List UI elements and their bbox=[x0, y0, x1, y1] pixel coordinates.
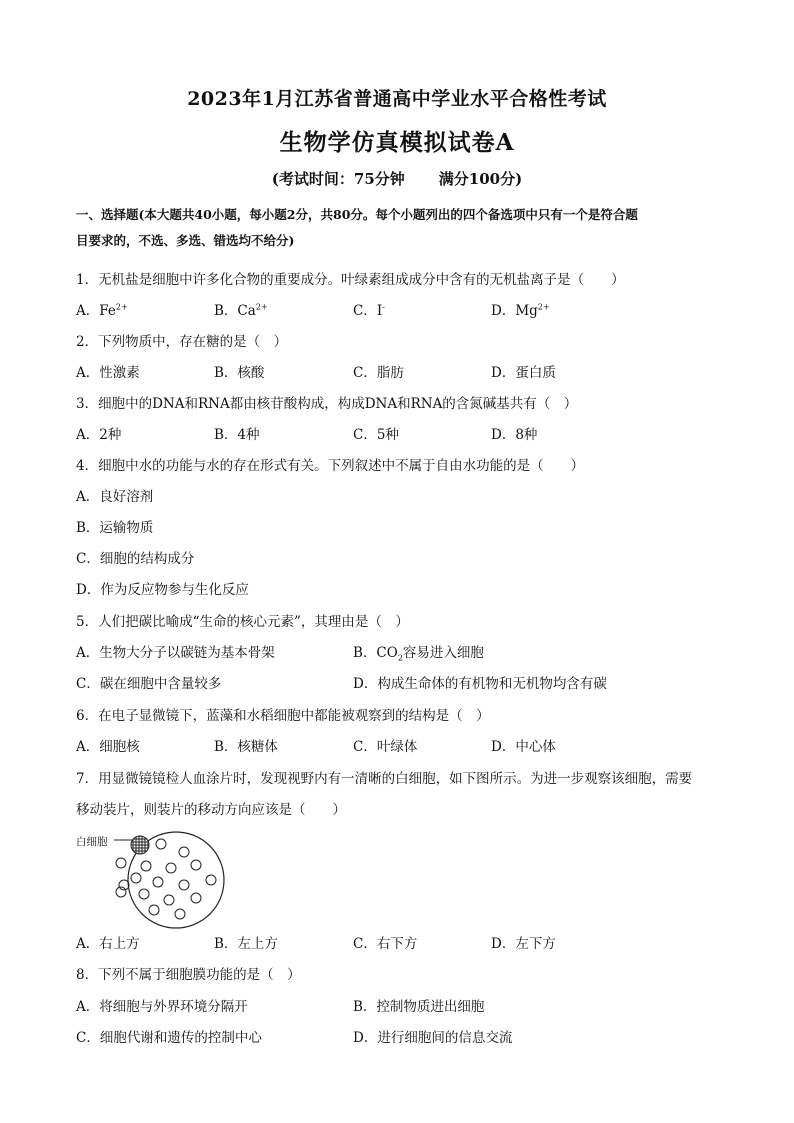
option-letter: C． bbox=[353, 936, 377, 952]
option-superscript: 2+ bbox=[255, 302, 268, 312]
option-subscript: 2 bbox=[397, 653, 403, 663]
question-8-option-a[interactable] bbox=[76, 997, 248, 1017]
question-5-option-d[interactable] bbox=[353, 674, 607, 694]
option-letter: A． bbox=[76, 999, 100, 1015]
question-3-option-c[interactable] bbox=[353, 425, 399, 445]
question-7-option-d[interactable] bbox=[491, 934, 556, 954]
option-letter: B． bbox=[214, 739, 238, 755]
option-letter: C． bbox=[76, 1030, 100, 1046]
option-text: 左上方 bbox=[237, 936, 278, 952]
option-text-rest: 容易进入细胞 bbox=[402, 645, 484, 661]
question-2-option-a[interactable] bbox=[76, 363, 140, 383]
question-2-option-b[interactable] bbox=[214, 363, 264, 383]
option-letter: D． bbox=[353, 676, 378, 692]
question-3-option-a[interactable] bbox=[76, 425, 121, 445]
section-heading bbox=[76, 202, 726, 254]
option-text: 4种 bbox=[237, 427, 260, 443]
option-letter: B． bbox=[214, 365, 238, 381]
option-letter: A． bbox=[76, 489, 100, 505]
option-text: Mg bbox=[515, 303, 538, 319]
option-letter: C． bbox=[353, 427, 377, 443]
option-text: 核糖体 bbox=[237, 739, 278, 755]
option-letter: C． bbox=[353, 365, 377, 381]
option-letter: A． bbox=[76, 645, 100, 661]
option-letter: C． bbox=[353, 303, 377, 319]
option-letter: D． bbox=[491, 365, 516, 381]
option-text: 细胞代谢和遗传的控制中心 bbox=[99, 1030, 262, 1046]
exam-score: 满分100分) bbox=[438, 170, 523, 188]
option-text: 控制物质进出细胞 bbox=[376, 999, 485, 1015]
option-letter: D． bbox=[491, 427, 516, 443]
white-blood-cell-label: 白细胞 bbox=[76, 836, 108, 848]
microscope-field-figure bbox=[76, 830, 236, 935]
option-text: 运输物质 bbox=[99, 520, 154, 536]
question-8-option-c[interactable] bbox=[76, 1028, 262, 1048]
option-letter: D． bbox=[491, 936, 516, 952]
option-text: Fe bbox=[99, 303, 116, 319]
option-letter: A． bbox=[76, 303, 100, 319]
option-letter: D． bbox=[491, 303, 516, 319]
question-7-stem-line1: 7．用显微镜镜检人血涂片时，发现视野内有一清晰的白细胞，如下图所示。为进一步观察该细胞，需要 bbox=[76, 771, 693, 787]
option-text: 细胞核 bbox=[99, 739, 140, 755]
option-text: 作为反应物参与生化反应 bbox=[100, 582, 249, 598]
exam-subtitle: 生物学仿真模拟试卷A bbox=[279, 129, 515, 156]
option-text: 进行细胞间的信息交流 bbox=[377, 1030, 513, 1046]
option-letter: C． bbox=[76, 551, 100, 567]
question-7-option-b[interactable] bbox=[214, 934, 278, 954]
question-8-stem: 8．下列不属于细胞膜功能的是（ ） bbox=[76, 967, 301, 983]
section-heading-line1: 一、选择题(本大题共40小题，每小题2分，共80分。每个小题列出的四个备选项中只有一个是符合题 bbox=[76, 207, 638, 222]
question-4-option-c[interactable] bbox=[76, 549, 194, 569]
question-2-stem: 2．下列物质中，存在糖的是（ ） bbox=[76, 334, 288, 350]
option-text: 将细胞与外界环境分隔开 bbox=[99, 999, 248, 1015]
option-text: 左下方 bbox=[515, 936, 556, 952]
question-1-option-b[interactable] bbox=[214, 301, 268, 321]
question-1-option-a[interactable] bbox=[76, 301, 128, 321]
option-letter: B． bbox=[353, 999, 377, 1015]
question-8-option-b[interactable] bbox=[353, 997, 484, 1017]
question-5-option-b[interactable] bbox=[353, 643, 484, 663]
option-text: 2种 bbox=[99, 427, 122, 443]
option-letter: B． bbox=[214, 427, 238, 443]
option-text: 5种 bbox=[376, 427, 399, 443]
question-5-stem: 5．人们把碳比喻成“生命的核心元素”，其理由是（ ） bbox=[76, 614, 409, 630]
option-text: 碳在细胞中含量较多 bbox=[99, 676, 222, 692]
question-2-option-d[interactable] bbox=[491, 363, 556, 383]
option-superscript: 2+ bbox=[115, 302, 128, 312]
exam-info bbox=[0, 168, 794, 189]
option-letter: D． bbox=[353, 1030, 378, 1046]
option-text: 核酸 bbox=[237, 365, 265, 381]
question-1-stem: 1．无机盐是细胞中许多化合物的重要成分。叶绿素组成成分中含有的无机盐离子是（ ） bbox=[76, 272, 625, 288]
question-6-option-d[interactable] bbox=[491, 737, 556, 757]
exam-title: 2023年1月江苏省普通高中学业水平合格性考试 bbox=[187, 88, 607, 110]
question-3-stem: 3．细胞中的DNA和RNA都由核苷酸构成，构成DNA和RNA的含氮碱基共有（ ） bbox=[76, 396, 578, 412]
question-4-option-a[interactable] bbox=[76, 487, 153, 507]
option-text: Ca bbox=[237, 303, 256, 319]
option-letter: A． bbox=[76, 739, 100, 755]
option-text: I bbox=[376, 303, 383, 319]
option-text: 右上方 bbox=[99, 936, 140, 952]
red-blood-cells bbox=[116, 839, 216, 919]
question-5-option-c[interactable] bbox=[76, 674, 221, 694]
section-heading-line2: 目要求的，不选、多选、错选均不给分) bbox=[76, 233, 295, 248]
option-letter: D． bbox=[76, 582, 101, 598]
option-text: 蛋白质 bbox=[515, 365, 556, 381]
option-letter: C． bbox=[353, 739, 377, 755]
option-letter: B． bbox=[76, 520, 100, 536]
option-text: 脂肪 bbox=[376, 365, 404, 381]
question-6-stem: 6．在电子显微镜下，蓝藻和水稻细胞中都能被观察到的结构是（ ） bbox=[76, 708, 490, 724]
option-text: 良好溶剂 bbox=[99, 489, 154, 505]
option-text: 细胞的结构成分 bbox=[99, 551, 195, 567]
option-letter: A． bbox=[76, 365, 100, 381]
option-text: CO bbox=[376, 645, 398, 661]
question-7-stem-line2: 移动装片，则装片的移动方向应该是（ ） bbox=[76, 802, 346, 818]
question-4-option-d[interactable] bbox=[76, 580, 249, 600]
option-letter: B． bbox=[214, 936, 238, 952]
option-letter: C． bbox=[76, 676, 100, 692]
option-text: 8种 bbox=[515, 427, 538, 443]
question-7-option-c[interactable] bbox=[353, 934, 417, 954]
option-text: 右下方 bbox=[376, 936, 418, 952]
question-6-option-b[interactable] bbox=[214, 737, 278, 757]
option-text: 构成生命体的有机物和无机物均含有碳 bbox=[377, 676, 607, 692]
option-letter: B． bbox=[214, 303, 238, 319]
option-letter: A． bbox=[76, 936, 100, 952]
question-1-option-c[interactable] bbox=[353, 301, 385, 321]
question-3-option-d[interactable] bbox=[491, 425, 537, 445]
option-superscript: 2+ bbox=[537, 302, 550, 312]
question-2-option-c[interactable] bbox=[353, 363, 404, 383]
exam-time: (考试时间：75分钟 bbox=[271, 170, 405, 188]
option-text: 叶绿体 bbox=[376, 739, 418, 755]
question-4-stem: 4．细胞中水的功能与水的存在形式有关。下列叙述中不属于自由水功能的是（ ） bbox=[76, 458, 585, 474]
question-8-option-d[interactable] bbox=[353, 1028, 512, 1048]
question-4-option-b[interactable] bbox=[76, 518, 153, 538]
question-7-option-a[interactable] bbox=[76, 934, 140, 954]
option-text: 生物大分子以碳链为基本骨架 bbox=[99, 645, 275, 661]
option-text: 性激素 bbox=[99, 365, 140, 381]
white-blood-cell bbox=[131, 836, 149, 854]
question-6-option-c[interactable] bbox=[353, 737, 417, 757]
option-text: 中心体 bbox=[515, 739, 556, 755]
question-5-option-a[interactable] bbox=[76, 643, 275, 663]
option-superscript: - bbox=[382, 302, 385, 312]
question-6-option-a[interactable] bbox=[76, 737, 140, 757]
question-3-option-b[interactable] bbox=[214, 425, 260, 445]
option-letter: B． bbox=[353, 645, 377, 661]
option-letter: A． bbox=[76, 427, 100, 443]
option-letter: D． bbox=[491, 739, 516, 755]
question-1-option-d[interactable] bbox=[491, 301, 550, 321]
